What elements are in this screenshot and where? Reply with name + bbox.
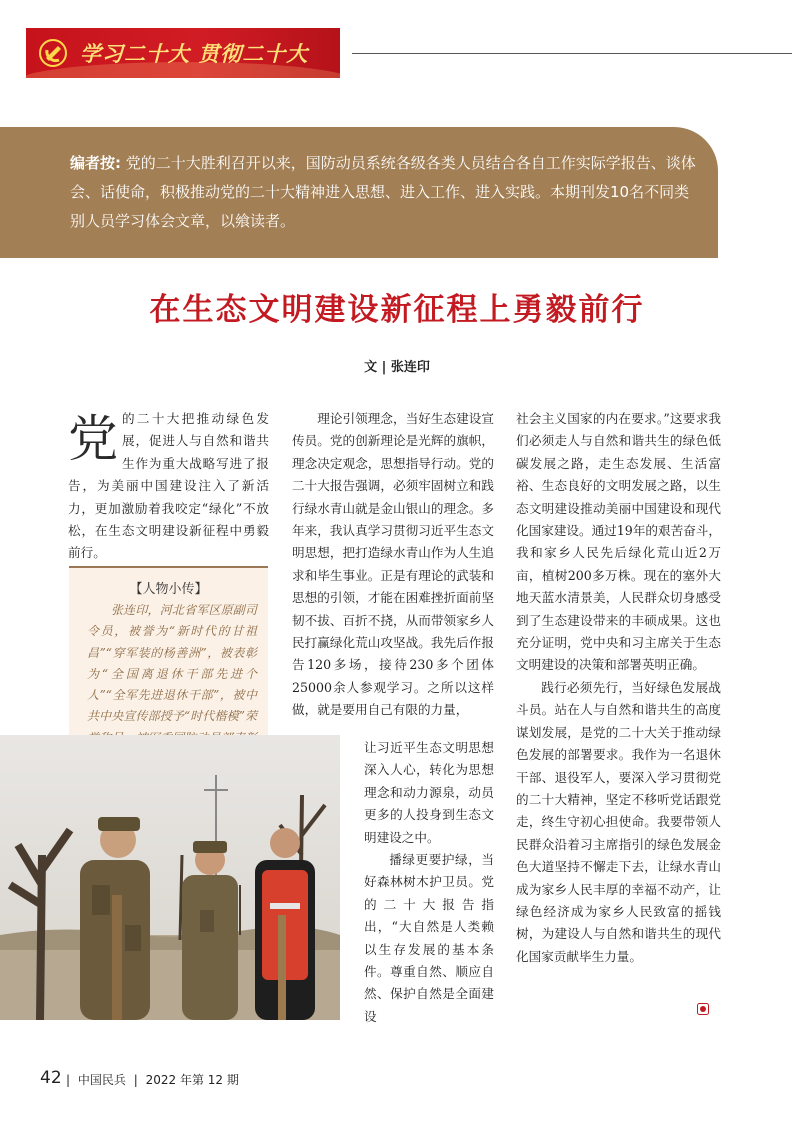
editor-note-text: 党的二十大胜利召开以来，国防动员系统各级各类人员结合各自工作实际学报告、谈体会、话使命，积极推动党的二十大精神进入思想、进入工作、进入实践。本期刊发10名不同类别人员学习体会文章，以飨读者。 [70,154,696,230]
col2-paragraph-continuation: 让习近平生态文明思想深入人心，转化为思想理念和动力源泉，动员更多的人投身到生态文明建设之中。 [364,740,494,845]
bio-title: 【人物小传】 [129,582,208,597]
party-emblem-icon [38,38,68,68]
end-mark-icon [697,1003,709,1015]
col2-paragraph-2: 播绿更要护绿，当好森林树木护卫员。党的二十大报告指出，“大自然是人类赖以生存发展的基本条件。尊重自然、顺应自然、保护自然是全面建设 [364,852,494,1024]
article-title: 在生态文明建设新征程上勇毅前行 [149,292,645,328]
banner-title: 学习二十大 贯彻二十大 [80,42,309,66]
article-column-2-top: 理论引领理念，当好生态建设宣传员。党的创新理论是光辉的旗帜，理念决定观念，思想指导行动。党的二十大报告强调，必须牢固树立和践行绿水青山就是金山银山的理念。多年来，我认真学习贯彻习近平生态文明思想，把打造绿水青山作为人生追求和毕生事业。正是有理论的武装和思想的引领，才能在困难挫折面前坚韧不拔、百折不挠，从而带领家乡人民打赢绿化荒山攻坚战。我先后作报告120多场，接待230多个团体25000余人参观学习。之所以这样做，就是要用自己有限的力量， [292,411,494,718]
article-column-1 [68,408,269,565]
footer-separator-2: | [133,1073,138,1087]
col3-paragraph-1: 社会主义国家的内在要求。”这要求我们必须走人与自然和谐共生的绿色低碳发展之路，走生态发展、生活富裕、生态良好的文明发展之路，以生态文明建设推动美丽中国建设和现代化国家建设。通过19年的艰苦奋斗，我和家乡人民先后绿化荒山近2万亩，植树200多万株。现在的塞外大地天蓝水清景美，人民群众切身感受到了生态建设带来的丰硕成果。这也充分证明，党中央和习主席关于生态文明建设的决策和部署英明正确。 [516,411,721,673]
col3-paragraph-2: 践行必须先行，当好绿色发展战斗员。站在人与自然和谐共生的高度谋划发展，是党的二十大关于推动绿色发展的部署要求。我作为一名退休干部、退役军人，要深入学习贯彻党的二十大精神，坚定不移听党话跟党走，终生守初心担使命。我要带领人民群众沿着习主席指引的绿色发展金色大道坚持不懈走下去，让绿水青山成为家乡人民丰厚的幸福不动产，让绿色经济成为家乡人民致富的摇钱树，为建设人与自然和谐共生的现代化国家贡献毕生力量。 [516,679,721,964]
bio-text: 张连印，河北省军区原副司令员，被誉为“新时代的甘祖昌”“穿军装的杨善洲”，被表彰为“全国离退休干部先进个人”“全军先进退休干部”，被中共中央宣传部授予“时代楷模”荣 [87,603,257,724]
footer-issue: 2022 年第 12 期 [145,1073,239,1087]
editor-note [70,149,696,236]
page-number: 42 [40,1068,62,1088]
drop-cap: 党 [68,410,118,468]
header-rule [352,53,792,54]
article-column-3 [516,408,721,968]
footer-separator: | [66,1073,71,1087]
col1-text: 的二十大把推动绿色发展，促进人与自然和谐共生作为重大战略写进了报告，为美丽中国建设注入了新活力，更加激励着我咬定“绿化”不放松，在生态文明建设新征程中勇毅前行。 [68,411,269,561]
footer-magazine: 中国民兵 [77,1073,126,1087]
footer-info [66,1071,243,1088]
article-byline: 文 | 张连印 [364,360,430,375]
bio-box-rule [69,566,268,568]
article-photo [0,735,340,1020]
article-column-2-bottom [364,737,494,1028]
editor-note-label: 编者按: [70,154,121,172]
header-banner [26,28,340,78]
